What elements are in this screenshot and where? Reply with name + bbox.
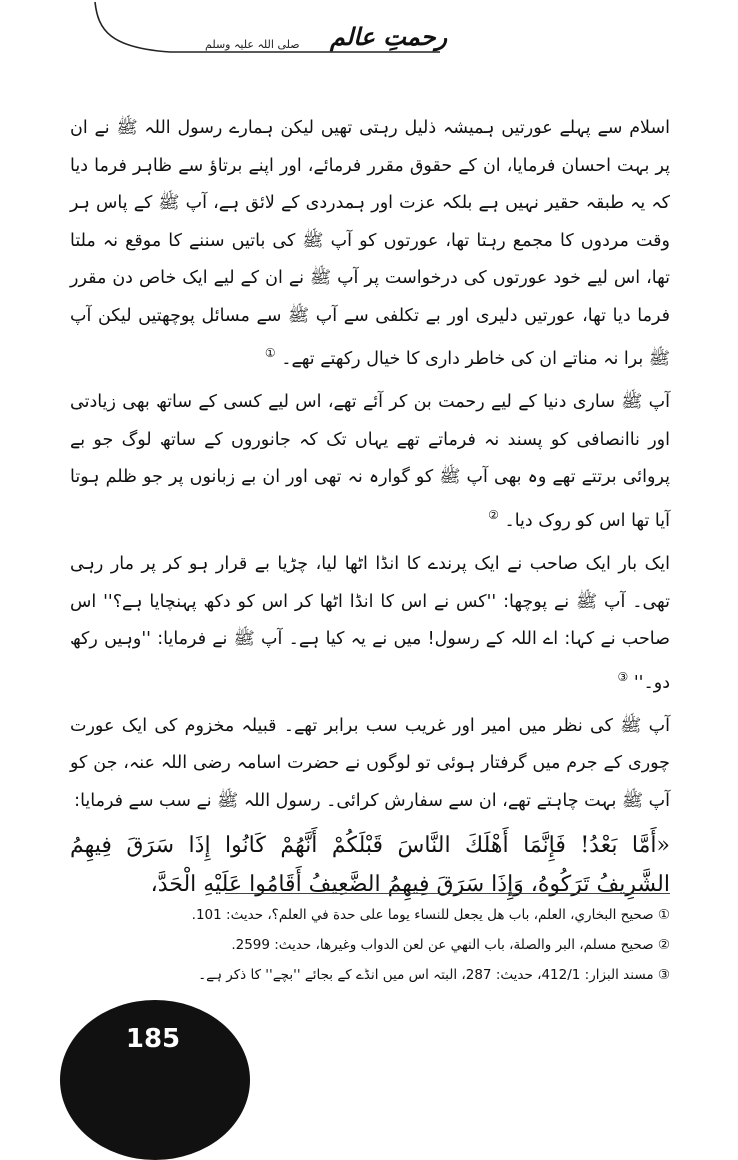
- footnote-marker: ②: [488, 507, 499, 522]
- main-text: [70, 110, 670, 904]
- footnote-marker: ③: [617, 669, 629, 684]
- page-number: 185: [125, 1024, 181, 1054]
- paragraph-bird-egg: [70, 546, 670, 702]
- paragraph-text: ایک بار ایک صاحب نے ایک پرندے کا انڈا اٹھا لیا، چڑیا بے قرار ہو کر پر مار رہی تھی۔ آپ ﷺ نے پوچھا: ''کس نے اس کا انڈا اٹھا کر اس کو دکھ پہنچایا ہے؟'' اس صاحب نے کہا: اے اللہ کے رسول! میں نے یہ کیا ہے۔ آپ ﷺ نے فرمایا: ''وہیں رکھ دو۔'': [70, 554, 670, 693]
- paragraph-text: اسلام سے پہلے عورتیں ہمیشہ ذلیل رہتی تھیں لیکن ہمارے رسول اللہ ﷺ نے ان پر بہت احسان فرمایا، ان کے حقوق مقرر فرمائے، اور اپنے برتاؤ سے ظاہر فرما دیا کہ یہ طبقہ حقیر نہیں ہے بلکہ عزت اور ہمدردی کے لائق ہے، آپ ﷺ کے پاس ہر وقت مردوں کا مجمع رہتا تھا، عورتوں کو آپ ﷺ کی باتیں سننے کا موقع نہ ملتا تھا، اس لیے خود عورتوں کی درخواست پر آپ ﷺ نے ان کے لیے ایک خاص دن مقرر فرما دیا تھا، عورتیں دلیری اور بے تکلفی سے آپ ﷺ سے مسائل پوچھتیں لیکن آپ ﷺ برا نہ مناتے ان کی خاطر داری کا خیال رکھتے تھے۔: [70, 118, 670, 369]
- paragraph-text: آپ ﷺ ساری دنیا کے لیے رحمت بن کر آئے تھے، اس لیے کسی کے ساتھ بھی زیادتی اور ناانصافی کو پسند نہ فرماتے تھے یہاں تک کہ جانوروں کے ساتھ لوگ جو بے پروائی برتتے تھے وہ بھی آپ ﷺ کو گوارہ نہ تھی اور ان بے زبانوں پر جو ظلم ہوتا آیا تھا اس کو روک دیا۔: [70, 392, 670, 531]
- running-header-salutation: صلی اللہ علیہ وسلم: [205, 38, 300, 51]
- footnote-marker: ①: [264, 346, 276, 360]
- arabic-hadith-quote: «أَمَّا بَعْدُ! فَإِنَّمَا أَهْلَكَ النَّاسَ قَبْلَكُمْ أَنَّهُمْ كَانُوا إِذَا سَرَقَ فِيهِمُ الشَّرِيفُ تَرَكُوهُ، وَإِذَا سَرَقَ فِيهِمُ الضَّعِيفُ أَقَامُوا عَلَيْهِ الْحَدَّ،: [70, 833, 670, 898]
- footnote-item: ② صحيح مسلم، البر والصلة، باب النهي عن لعن الدواب وغيرها، حديث: 2599.: [231, 937, 670, 953]
- footnote-item: ③ مسند البزار: 412/1، حدیث: 287، البتہ اس میں انڈے کے بجائے ''بچے'' کا ذکر ہے۔: [198, 967, 670, 983]
- running-header-title: رحمتِ عالم: [330, 22, 448, 51]
- paragraph-text: آپ ﷺ کی نظر میں امیر اور غریب سب برابر تھے۔ قبیلہ مخزوم کی ایک عورت چوری کے جرم میں گرفتار ہوئی تو لوگوں نے حضرت اسامہ رضی اللہ عنہ، جن کو آپ ﷺ بہت چاہتے تھے، ان سے سفارش کرائی۔ رسول اللہ ﷺ نے سب سے فرمایا:: [70, 715, 670, 811]
- footnote-divider: [225, 893, 670, 894]
- paragraph-mercy: [70, 384, 670, 540]
- paragraph-women-rights: [70, 110, 670, 378]
- footnote-item: ① صحيح البخاري، العلم، باب هل يجعل للنساء يوما على حدة في العلم؟، حديث: 101.: [191, 907, 670, 923]
- footnotes: [70, 900, 670, 990]
- paragraph-equality: [70, 708, 670, 821]
